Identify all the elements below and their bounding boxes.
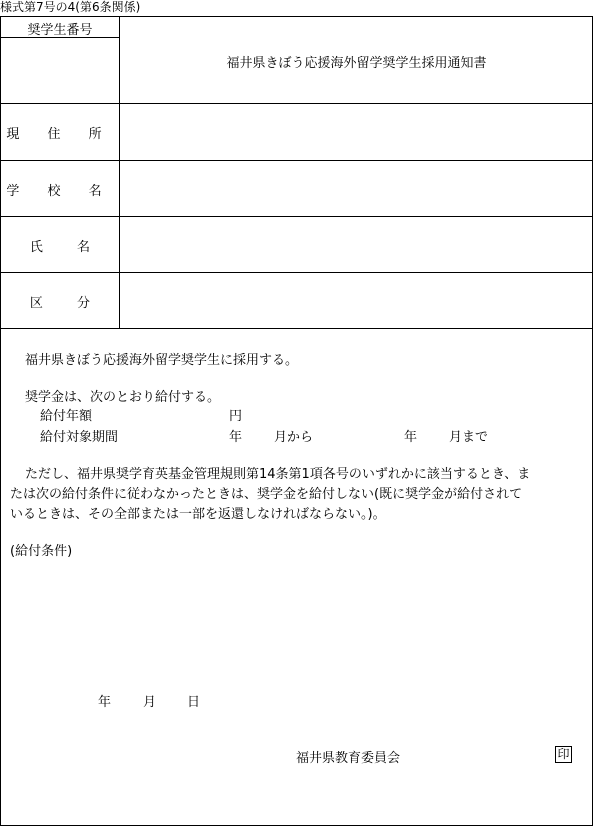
adoption-sentence: 福井県きぼう応援海外留学奨学生に採用する。 (25, 353, 299, 368)
period-end-year: 年 (404, 430, 418, 445)
seal-box: 印 (555, 746, 572, 763)
yen-label: 円 (229, 409, 243, 424)
proviso-text: いるときは、その全部または一部を返還しなければならない。)。 (10, 507, 386, 522)
period-start-month: 月から (274, 430, 314, 445)
payment-intro: 奨学金は、次のとおり給付する。 (25, 390, 221, 405)
row-label-name: 氏 名 (29, 240, 91, 255)
period-end-month: 月まで (449, 430, 489, 445)
row-divider (0, 103, 593, 104)
annual-amount-label: 給付年額 (40, 409, 93, 424)
date-year: 年 (98, 695, 112, 710)
date-month: 月 (143, 695, 157, 710)
proviso-text: ただし、福井県奨学育英基金管理規則第14条第1項各号のいずれかに該当するとき、ま (25, 467, 531, 482)
form-number: 様式第7号の4(第6条関係) (0, 0, 141, 14)
row-divider (0, 160, 593, 161)
row-divider (0, 216, 593, 217)
conditions-label: (給付条件) (10, 544, 73, 559)
issuer-name: 福井県教育委員会 (296, 751, 401, 766)
row-label-school: 学 校 名 (6, 184, 114, 199)
row-label-category: 区 分 (29, 296, 91, 311)
date-day: 日 (187, 695, 201, 710)
row-divider (0, 272, 593, 273)
row-label-address: 現 住 所 (6, 127, 114, 142)
row-divider (0, 328, 593, 329)
period-start-year: 年 (229, 430, 243, 445)
student-number-label: 奨学生番号 (27, 23, 93, 38)
document-title: 福井県きぼう応援海外留学奨学生採用通知書 (226, 56, 487, 71)
period-label: 給付対象期間 (40, 430, 119, 445)
proviso-text: たは次の給付条件に従わなかったときは、奨学金を給付しない(既に奨学金が給付されて (10, 487, 523, 502)
